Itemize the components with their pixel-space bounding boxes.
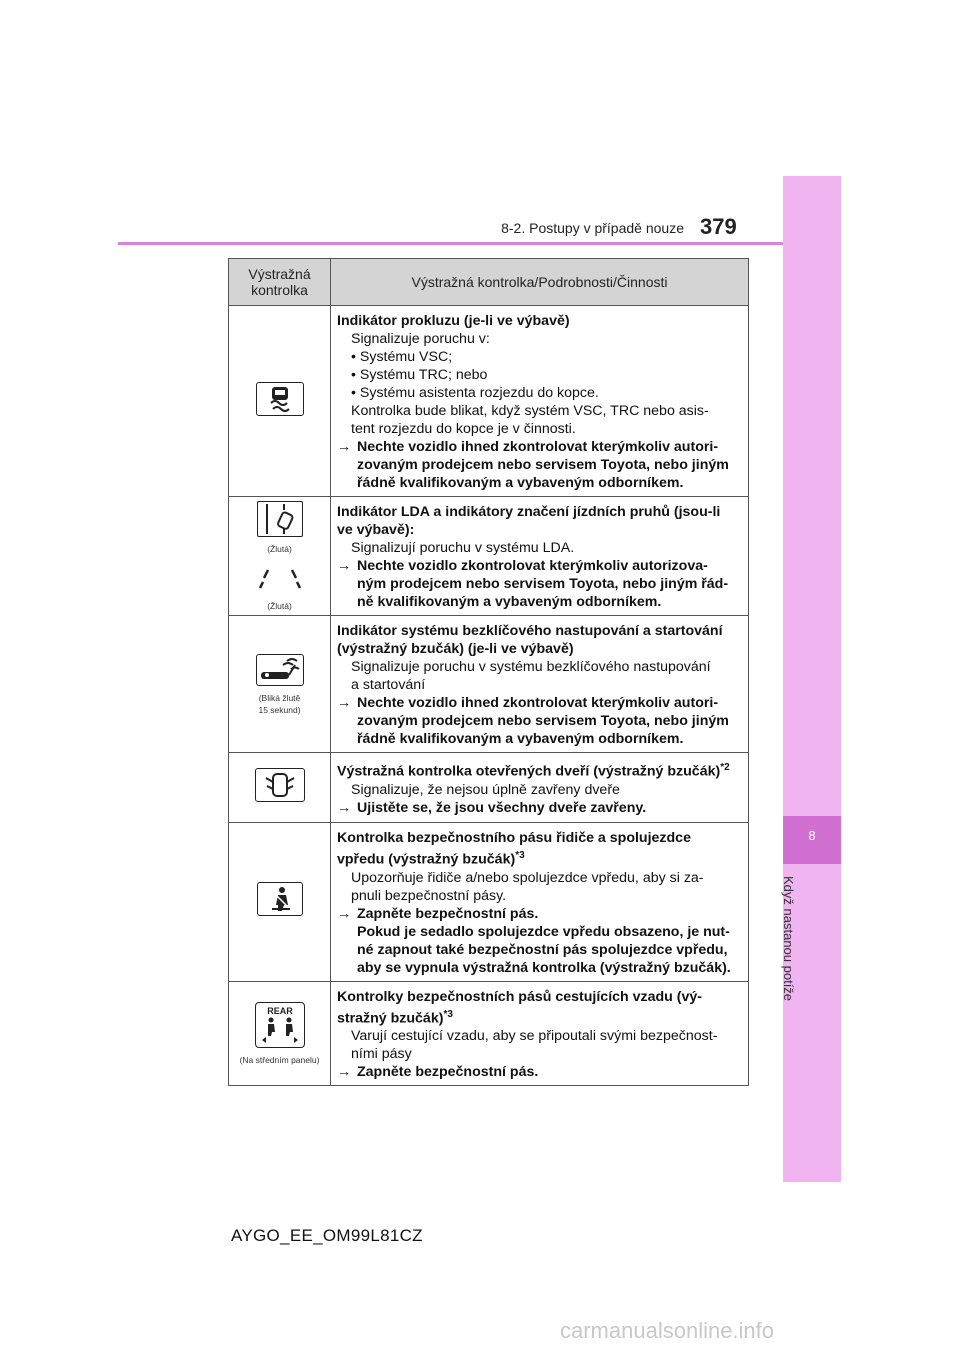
icon-caption: (Žlutá)	[267, 544, 292, 554]
chapter-number: 8	[808, 828, 816, 843]
action-continuation: zovaným prodejcem nebo servisem Toyota, nebo jiným	[357, 457, 729, 473]
icon-cell	[229, 753, 331, 823]
action-continuation: né zapnout také bezpečnostní pás spolujezdce vpředu,	[357, 941, 728, 958]
row-title: ve výbavě):	[337, 522, 415, 538]
action-line: → Ujistěte se, že jsou všechny dveře zavřeny.	[337, 799, 647, 816]
row-title: Kontrolka bezpečnostního pásu řidiče a spolujezdce	[337, 830, 691, 846]
bullet-item: • Systému TRC; nebo	[351, 367, 488, 383]
icon-cell	[229, 823, 331, 982]
bullet-item: • Systému asistenta rozjezdu do kopce.	[351, 385, 599, 401]
icon-caption: (Bliká žlutě	[258, 692, 301, 703]
icon-caption: (Na středním panelu)	[239, 1055, 320, 1066]
action-continuation: řádně kvalifikovaným a vybaveným odborníkem.	[357, 731, 684, 747]
row-title: Kontrolky bezpečnostních pásů cestujících vzadu (vý-	[337, 988, 703, 1005]
action-continuation: ně kvalifikovaným a vybaveným odborníkem.	[357, 594, 662, 610]
row-title: stražný bzučák)$^{*3}$	[337, 1008, 453, 1027]
icon-cell	[229, 616, 331, 753]
warning-lights-table	[228, 258, 749, 1086]
header-rule	[118, 242, 783, 245]
details-cell	[331, 753, 749, 823]
icon-cell	[229, 306, 331, 497]
table-row	[229, 306, 749, 497]
seatbelt-icon	[257, 882, 303, 916]
document-code: AYGO_EE_OM99L81CZ	[231, 1226, 423, 1245]
rear-label: REAR	[266, 1006, 293, 1017]
arrow-icon: →	[337, 558, 352, 574]
arrow-icon: →	[337, 695, 352, 711]
table-row	[229, 497, 749, 616]
description: ními pásy	[351, 1046, 412, 1063]
action-continuation: Pokud je sedadlo spolujezdce vpředu obsazeno, je nut-	[357, 923, 730, 940]
watermark: carmanualsonline.info	[560, 1318, 775, 1343]
description: pnuli bezpečnostní pásy.	[351, 887, 507, 904]
details-cell	[331, 981, 749, 1086]
row-title: Indikátor prokluzu (je-li ve výbavě)	[337, 313, 570, 329]
icon-caption: (Žlutá)	[267, 601, 292, 611]
footnote-ref: *3	[515, 850, 525, 861]
slip-indicator-icon	[256, 382, 304, 416]
description: Varují cestující vzadu, aby se připoutali svými bezpečnost-	[351, 1028, 718, 1045]
action-continuation: aby se vypnula výstražná kontrolka (výstražný bzučák).	[357, 959, 731, 976]
action-continuation: ným prodejcem nebo servisem Toyota, nebo jiným řád-	[357, 576, 729, 592]
icon-cell	[229, 497, 331, 616]
description: Kontrolka bude blikat, když systém VSC, TRC nebo asis-	[351, 403, 709, 419]
details-cell	[331, 616, 749, 753]
table-row	[229, 981, 749, 1086]
column-header-details: Výstražná kontrolka/Podrobnosti/Činnosti	[331, 259, 749, 306]
table-row	[229, 616, 749, 753]
details-cell	[331, 306, 749, 497]
arrow-icon: →	[337, 439, 352, 455]
action-line: → Nechte vozidlo zkontrolovat kterýmkoliv autorizova-	[337, 558, 708, 574]
page-number: 379	[700, 214, 737, 239]
section-title: 8-2. Postupy v případě nouze	[501, 220, 684, 236]
action-line: → Nechte vozidlo ihned zkontrolovat kterýmkoliv autori-	[337, 439, 719, 455]
table-row	[229, 823, 749, 982]
action-continuation: zovaným prodejcem nebo servisem Toyota, nebo jiným	[357, 713, 729, 729]
footnote-ref: *3	[443, 1008, 453, 1020]
row-title: Indikátor LDA a indikátory značení jízdních pruhů (jsou-li	[337, 504, 721, 520]
lda-indicator-icon	[257, 501, 303, 537]
action-line: → Nechte vozidlo ihned zkontrolovat kterýmkoliv autori-	[337, 695, 719, 711]
action-line: → Zapněte bezpečnostní pás.	[337, 905, 539, 922]
icon-cell	[229, 981, 331, 1086]
row-title: Výstražná kontrolka otevřených dveří (výstražný bzučák)$^{*2}$	[337, 762, 730, 780]
open-door-icon	[255, 768, 305, 802]
details-cell	[331, 497, 749, 616]
smart-key-icon	[256, 654, 304, 686]
lane-marking-icon	[258, 560, 302, 594]
arrow-icon: →	[337, 1064, 352, 1081]
action-line: → Zapněte bezpečnostní pás.	[337, 1064, 539, 1081]
description: Signalizuje poruchu v:	[351, 331, 490, 347]
description: tent rozjezdu do kopce je v činnosti.	[351, 421, 576, 437]
arrow-icon: →	[337, 905, 352, 922]
table-header-row	[229, 259, 749, 306]
table-row	[229, 753, 749, 823]
arrow-icon: →	[337, 799, 352, 816]
description: Upozorňuje řidiče a/nebo spolujezdce vpředu, aby si za-	[351, 869, 704, 886]
description: Signalizuje, že nejsou úplně zavřeny dveře	[351, 781, 620, 798]
footnote-ref: *2	[720, 762, 730, 773]
details-cell	[331, 823, 749, 982]
bullet-item: • Systému VSC;	[351, 349, 453, 365]
description: Signalizují poruchu v systému LDA.	[351, 540, 575, 556]
chapter-label: Když nastanou potíže	[781, 876, 796, 1002]
action-continuation: řádně kvalifikovaným a vybaveným odborníkem.	[357, 475, 684, 491]
description: Signalizuje poruchu v systému bezklíčového nastupování	[351, 659, 711, 675]
row-title: vpředu (výstražný bzučák)$^{*3}$	[337, 850, 525, 868]
row-title: (výstražný bzučák) (je-li ve výbavě)	[337, 641, 574, 657]
column-header-light: Výstražná kontrolka	[229, 259, 331, 306]
description: a startování	[351, 677, 426, 693]
rear-seatbelt-icon	[255, 1002, 305, 1048]
row-title: Indikátor systému bezklíčového nastupování a startování	[337, 623, 723, 639]
icon-caption: 15 sekund)	[258, 704, 301, 715]
